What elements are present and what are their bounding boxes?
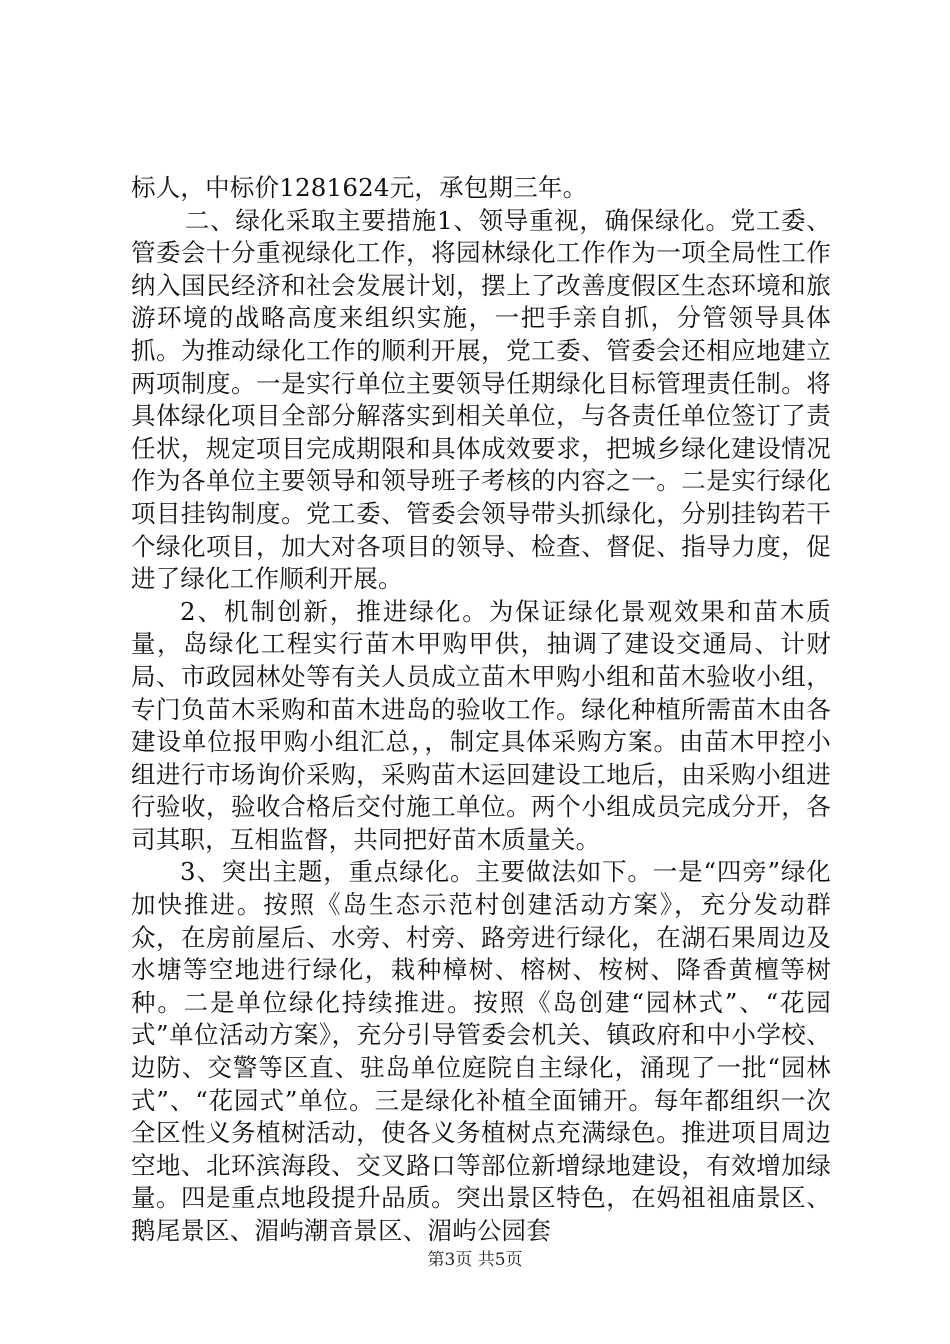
paragraph-key-greening: 3、突出主题，重点绿化。主要做法如下。一是“四旁”绿化加快推进。按照《岛生态示范村创建活动方案》，充分发动群众，在房前屋后、水旁、村旁、路旁进行绿化，在湖石果周边及水塘等空地进行绿化，栽种樟树、榕树、桉树、降香黄檀等树种。二是单位绿化持续推进。按照《岛创建“园林式”、“花园式”单位活动方案》，充分引导管委会机关、镇政府和中小学校、边防、交警等区直、驻岛单位庭院自主绿化，涌现了一批“园林式”、“花园式”单位。三是绿化补植全面铺开。每年都组织一次全区性义务植树活动，使各义务植树点充满绿色。推进项目周边空地、北环滨海段、交叉路口等部位新增绿地建设，有效增加绿量。四是重点地段提升品质。突出景区特色，在妈祖祖庙景区、鹅尾景区、湄屿潮音景区、湄屿公园套	[131, 857, 831, 1245]
page-number-footer: 第3页 共5页	[427, 1250, 523, 1270]
paragraph-continuation: 标人，中标价1281624元，承包期三年。	[131, 173, 588, 202]
paragraph-main-measures: 二、绿化采取主要措施1、领导重视，确保绿化。党工委、管委会十分重视绿化工作，将园林绿化工作作为一项全局性工作纳入国民经济和社会发展计划，摆上了改善度假区生态环境和旅游环境的战略高度来组织实施，一把手亲自抓，分管领导具体抓。为推动绿化工作的顺利开展，党工委、管委会还相应地建立两项制度。一是实行单位主要领导任期绿化目标管理责任制。将具体绿化项目全部分解落实到相关单位，与各责任单位签订了责任状，规定项目完成期限和具体成效要求，把城乡绿化建设情况作为各单位主要领导和领导班子考核的内容之一。二是实行绿化项目挂钩制度。党工委、管委会领导带头抓绿化，分别挂钩若干个绿化项目，加大对各项目的领导、检查、督促、指导力度，促进了绿化工作顺利开展。	[131, 205, 831, 594]
paragraph-mechanism-innovation: 2、机制创新，推进绿化。为保证绿化景观效果和苗木质量，岛绿化工程实行苗木甲购甲供，抽调了建设交通局、计财局、市政园林处等有关人员成立苗木甲购小组和苗木验收小组，专门负苗木采购和苗木进岛的验收工作。绿化种植所需苗木由各建设单位报甲购小组汇总，，制定具体采购方案。由苗木甲控小组进行市场询价采购，采购苗木运回建设工地后，由采购小组进行验收，验收合格后交付施工单位。两个小组成员完成分开，各司其职，互相监督，共同把好苗木质量关。	[131, 596, 831, 854]
document-body	[131, 172, 831, 1248]
